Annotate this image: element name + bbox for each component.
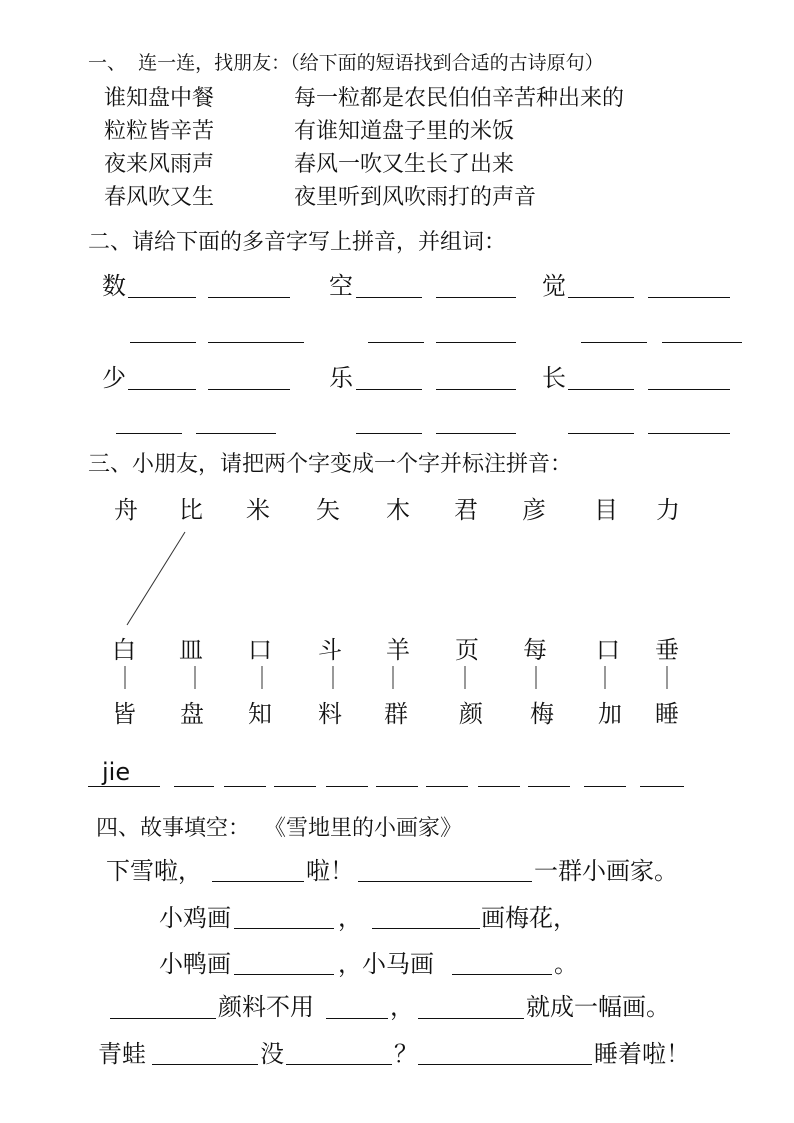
polyphone-char: 少 xyxy=(102,364,126,392)
middle-char: 垂 xyxy=(655,636,679,664)
polyphone-char: 觉 xyxy=(542,272,566,300)
middle-char: 皿 xyxy=(179,636,203,664)
bottom-char: 睡 xyxy=(655,700,679,728)
top-char: 力 xyxy=(656,496,680,524)
bottom-char: 知 xyxy=(248,700,272,728)
middle-char: 页 xyxy=(455,636,479,664)
middle-char: 每 xyxy=(523,636,547,664)
pinyin-blank[interactable] xyxy=(528,786,570,787)
story-blank[interactable] xyxy=(110,1018,216,1019)
pinyin-blank[interactable] xyxy=(274,786,316,787)
middle-char: 口 xyxy=(248,636,272,664)
right-phrase: 每一粒都是农民伯伯辛苦种出来的 xyxy=(294,86,625,111)
top-char: 舟 xyxy=(114,496,138,524)
pinyin-blank[interactable] xyxy=(326,786,368,787)
story-text: 啦！ xyxy=(306,857,354,885)
section1-heading: 一、 连一连，找朋友：（给下面的短语找到合适的古诗原句） xyxy=(88,52,604,74)
bottom-char: 盘 xyxy=(180,700,204,728)
story-text: 小鸭画 xyxy=(159,950,231,978)
polyphone-char: 数 xyxy=(102,272,126,300)
story-text: ， xyxy=(338,904,362,932)
story-blank[interactable] xyxy=(234,928,334,929)
polyphone-char: 长 xyxy=(542,364,566,392)
top-char: 木 xyxy=(386,496,410,524)
left-phrase: 谁知盘中餐 xyxy=(104,86,215,111)
story-text: 一群小画家。 xyxy=(534,857,678,885)
story-blank[interactable] xyxy=(418,1064,592,1065)
story-text: 睡着啦！ xyxy=(594,1040,690,1068)
story-text: 颜料不用 xyxy=(218,993,314,1021)
right-phrase: 夜里听到风吹雨打的声音 xyxy=(294,185,537,210)
story-blank[interactable] xyxy=(372,928,480,929)
pinyin-blank[interactable] xyxy=(224,786,266,787)
pinyin-blank[interactable] xyxy=(376,786,418,787)
story-text: 就成一幅画。 xyxy=(526,993,670,1021)
middle-char: 白 xyxy=(112,636,136,664)
top-char: 米 xyxy=(246,496,270,524)
story-text: 青蛙 xyxy=(98,1040,146,1068)
polyphone-char: 乐 xyxy=(329,364,353,392)
left-phrase: 夜来风雨声 xyxy=(104,152,215,177)
pinyin-blank[interactable] xyxy=(426,786,468,787)
bottom-char: 颜 xyxy=(459,700,483,728)
left-phrase: 春风吹又生 xyxy=(104,185,215,210)
bottom-char: 皆 xyxy=(112,700,136,728)
story-text: ，小马画 xyxy=(338,950,434,978)
pinyin-blank[interactable] xyxy=(88,786,160,787)
story-blank[interactable] xyxy=(326,1018,388,1019)
section4-heading: 四、故事填空： 《雪地里的小画家》 xyxy=(96,816,462,841)
top-char: 矢 xyxy=(316,496,340,524)
story-text: ？ xyxy=(394,1040,418,1068)
middle-char: 斗 xyxy=(318,636,342,664)
story-blank[interactable] xyxy=(418,1018,524,1019)
pinyin-blank[interactable] xyxy=(584,786,626,787)
top-char: 君 xyxy=(454,496,478,524)
pinyin-blank[interactable] xyxy=(478,786,520,787)
story-blank[interactable] xyxy=(358,881,532,882)
pinyin-blank[interactable] xyxy=(640,786,684,787)
story-text: 。 xyxy=(554,950,578,978)
example-match-line xyxy=(127,532,185,625)
polyphone-char: 空 xyxy=(329,272,353,300)
story-blank[interactable] xyxy=(152,1064,258,1065)
middle-char: 口 xyxy=(596,636,620,664)
story-text: 下雪啦， xyxy=(106,857,202,885)
top-char: 彦 xyxy=(522,496,546,524)
story-blank[interactable] xyxy=(212,881,304,882)
section2-heading: 二、请给下面的多音字写上拼音，并组词： xyxy=(88,230,507,255)
story-text: 没 xyxy=(260,1040,284,1068)
bottom-char: 加 xyxy=(598,700,622,728)
middle-char: 羊 xyxy=(386,636,410,664)
story-blank[interactable] xyxy=(286,1064,392,1065)
bottom-char: 梅 xyxy=(530,700,554,728)
story-text: 小鸡画 xyxy=(159,904,231,932)
bottom-char: 群 xyxy=(384,700,408,728)
right-phrase: 春风一吹又生长了出来 xyxy=(294,152,515,177)
pinyin-blank[interactable] xyxy=(174,786,214,787)
story-blank[interactable] xyxy=(452,974,552,975)
example-pinyin: jie xyxy=(102,758,131,786)
right-phrase: 有谁知道盘子里的米饭 xyxy=(294,119,515,144)
left-phrase: 粒粒皆辛苦 xyxy=(104,119,215,144)
story-blank[interactable] xyxy=(234,974,334,975)
top-char: 目 xyxy=(594,496,618,524)
section3-heading: 三、小朋友，请把两个字变成一个字并标注拼音： xyxy=(88,452,573,477)
top-char: 比 xyxy=(179,496,203,524)
bottom-char: 料 xyxy=(318,700,342,728)
story-text: 画梅花， xyxy=(481,904,577,932)
story-text: ， xyxy=(390,993,414,1021)
